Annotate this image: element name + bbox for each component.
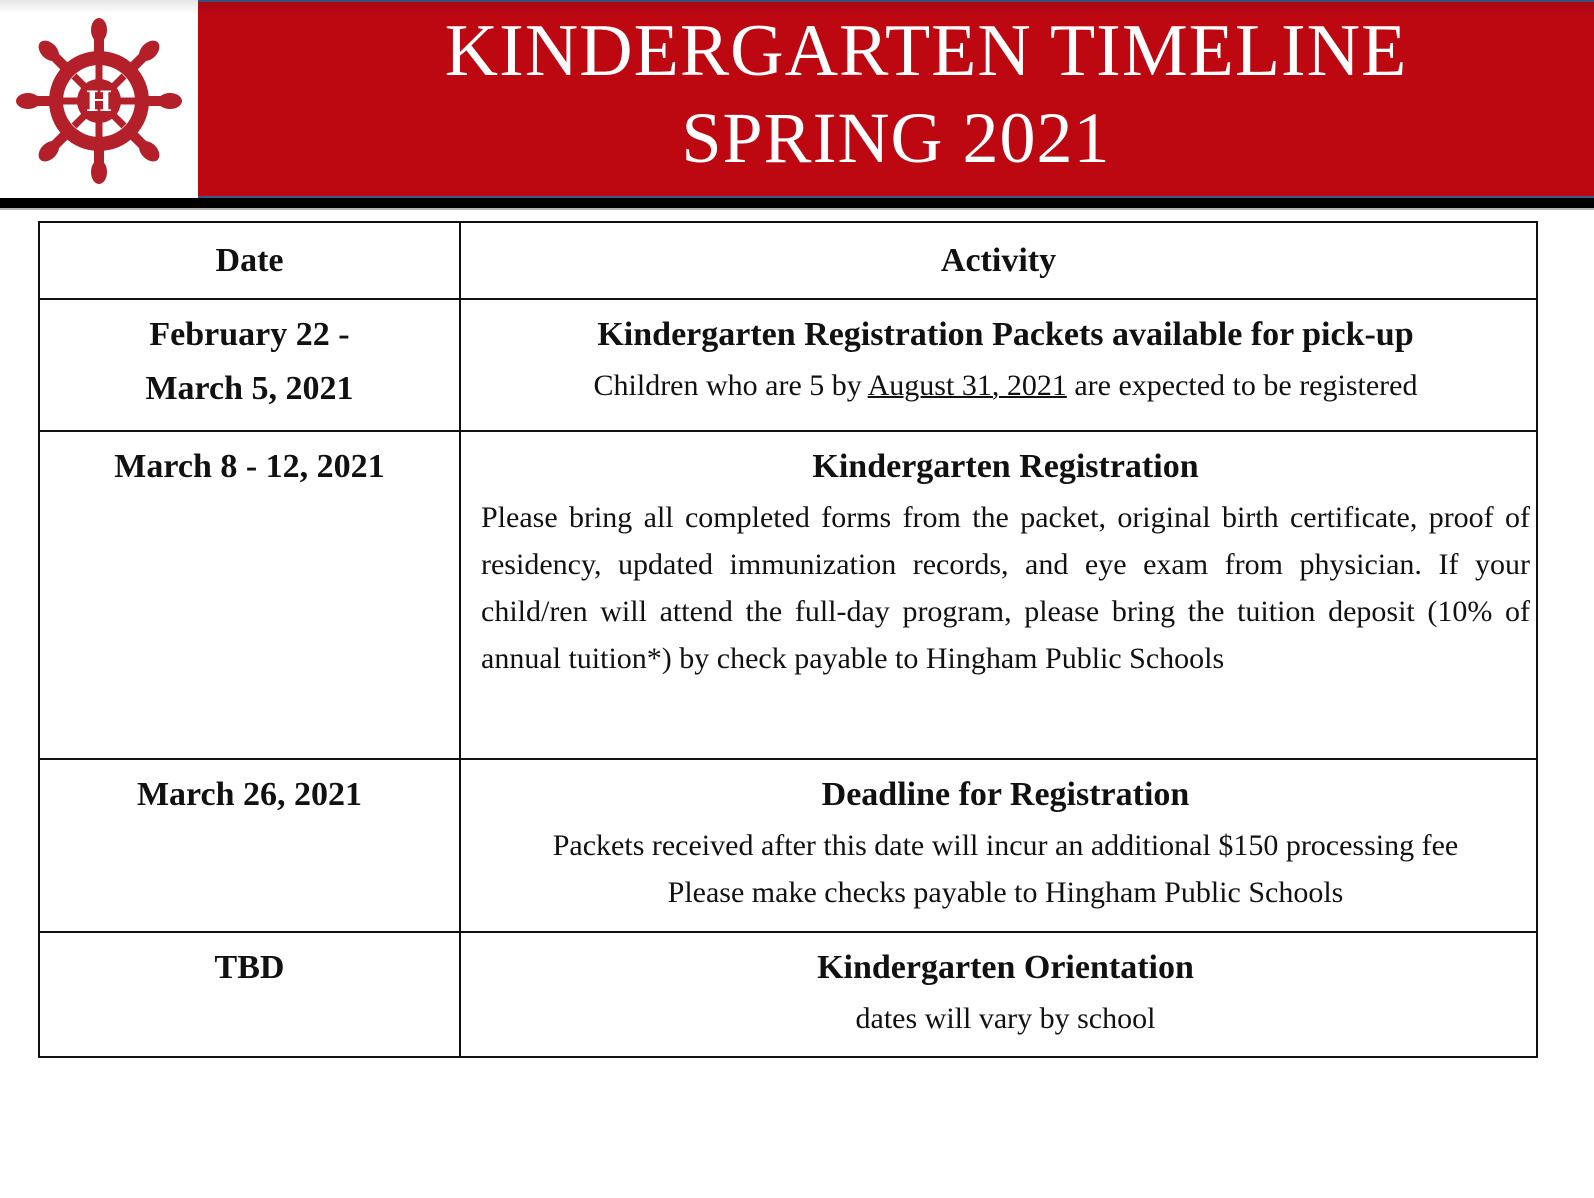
- description-text: Children who are 5 by: [593, 369, 868, 402]
- activity-description-line: Please make checks payable to Hingham Public Schools: [667, 876, 1344, 909]
- activity-cell: [460, 759, 1537, 932]
- column-header-activity: Activity: [460, 222, 1537, 299]
- date-line: February 22 -: [149, 316, 350, 353]
- activity-description: Please bring all completed forms from the packet, original birth certificate, proof of residency, updated immunization records, and eye exam from physician. If your child/ren will attend the full-day program, please bring the tuition deposit (10% of annual tuition*) by check payable to Hingham Public Schools: [481, 501, 1530, 675]
- title-banner: [198, 0, 1594, 198]
- date-line: March 26, 2021: [136, 776, 363, 813]
- activity-cell: [460, 932, 1537, 1057]
- underlined-date: August 31, 2021: [867, 369, 1067, 402]
- header-divider-shadow: [0, 208, 1594, 210]
- activity-cell: [460, 431, 1537, 759]
- date-cell: [39, 299, 460, 431]
- page-subtitle: SPRING 2021: [681, 98, 1111, 178]
- ship-wheel-icon: [14, 16, 184, 186]
- activity-cell: [460, 299, 1537, 431]
- table-header-row: [39, 222, 1537, 299]
- date-cell: [39, 431, 460, 759]
- activity-title: Kindergarten Orientation: [817, 949, 1194, 986]
- date-cell: [39, 759, 460, 932]
- header-divider: [0, 198, 1594, 208]
- date-line: TBD: [214, 949, 285, 986]
- date-cell: [39, 932, 460, 1057]
- column-header-date: Date: [39, 222, 460, 299]
- logo-letter: H: [85, 85, 113, 118]
- date-line: March 8 - 12, 2021: [114, 448, 385, 485]
- activity-title: Kindergarten Registration: [812, 448, 1199, 485]
- page-title: KINDERGARTEN TIMELINE: [444, 10, 1408, 92]
- timeline-table: [38, 221, 1538, 1058]
- activity-description: [481, 362, 1530, 409]
- activity-description-line: Packets received after this date will incur an additional $150 processing fee: [552, 829, 1459, 862]
- table-row: [39, 431, 1537, 759]
- description-text: are expected to be registered: [1066, 369, 1418, 402]
- table-row: [39, 759, 1537, 932]
- activity-title: Kindergarten Registration Packets available for pick-up: [597, 316, 1414, 353]
- logo-area: [0, 0, 198, 198]
- activity-title: Deadline for Registration: [821, 776, 1190, 813]
- date-line: March 5, 2021: [145, 370, 354, 407]
- table-row: [39, 299, 1537, 431]
- activity-description-line: dates will vary by school: [855, 1002, 1156, 1035]
- table-row: [39, 932, 1537, 1057]
